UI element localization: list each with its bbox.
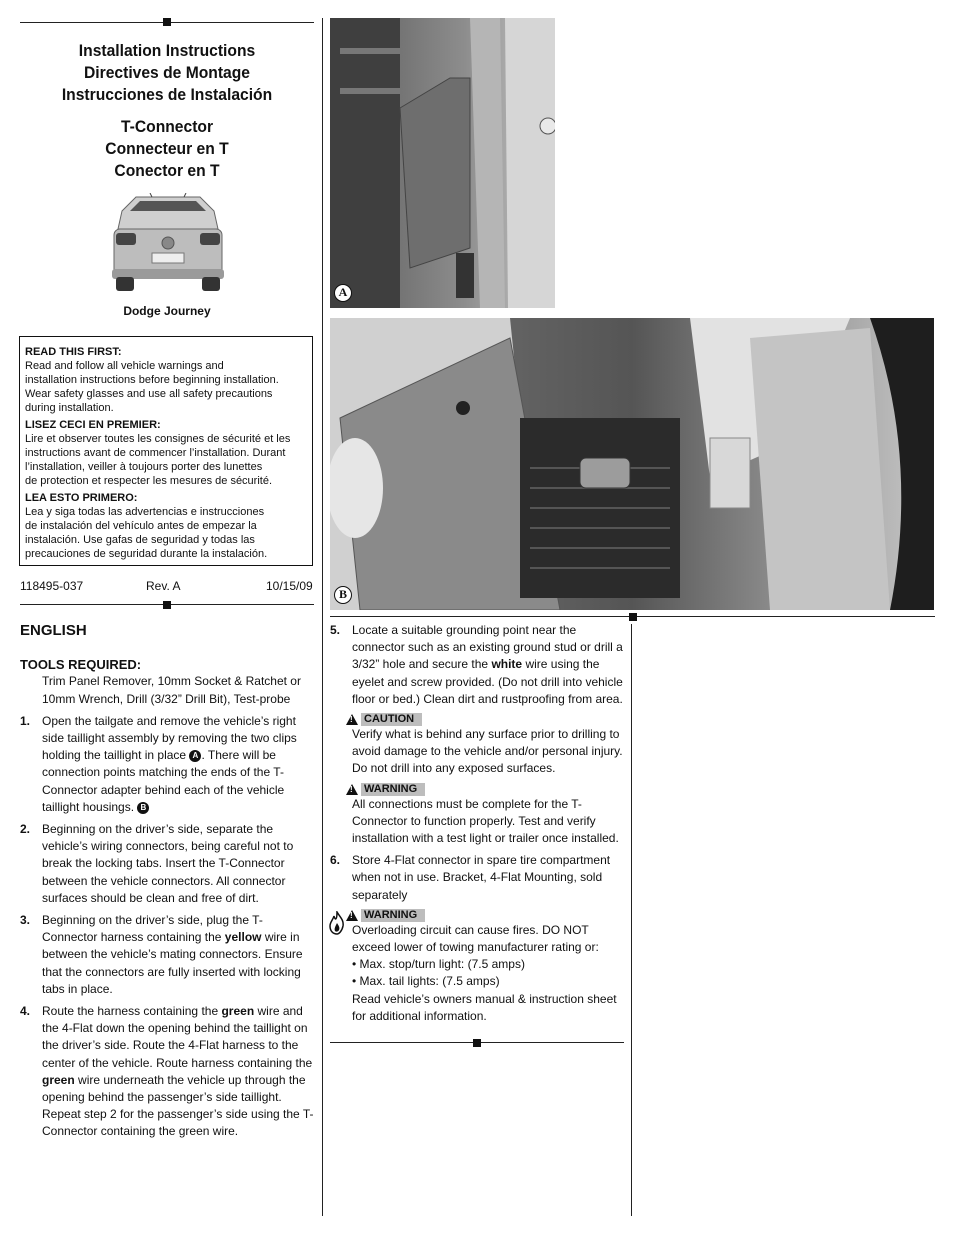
caution-label: CAUTION <box>361 713 422 726</box>
warning-note-1 <box>330 783 624 848</box>
read-first-text-fr: Lire et observer toutes les consignes de sécurité et les instructions avant de commencer l’installation. Durant l’installation, veiller à toujours porter des lunettes de protection et respecter les mesures de sécurité. <box>25 433 291 487</box>
caution-note <box>330 713 624 778</box>
step-6 <box>330 852 624 904</box>
step-3-text-b: wire in between the vehicle’s mating connectors. Ensure that the connectors are fully inserted with locking tabs in place. <box>42 930 303 996</box>
fire-icon <box>328 911 346 935</box>
photo-a <box>330 18 555 308</box>
step-4-text-a: Route the harness containing the <box>42 1004 222 1019</box>
step-1 <box>20 713 314 816</box>
step-4-text-b: wire and the 4-Flat down the opening behind the taillight on the driver’s side. Route the 4-Flat harness to the center of the vehicle. Route harness containing the <box>42 1004 313 1070</box>
warning-triangle-icon <box>346 910 358 921</box>
photo-b-image <box>330 318 934 610</box>
warning-2-body <box>346 922 624 1025</box>
tools-heading: TOOLS REQUIRED: <box>20 657 142 673</box>
step-1-text-a: Open the tailgate and remove the vehicle’s right side taillight assembly by removing the two clips holding the taillight in place <box>42 713 297 763</box>
step-2-text: Beginning on the driver’s side, separate the vehicle’s wiring connectors, being careful not to break the locking tabs. Insert the T-Connector between the vehicle connectors. All connector surfaces should be clean and free of dirt. <box>42 822 294 905</box>
section-marker-right <box>629 613 637 621</box>
caution-header <box>346 713 624 726</box>
figure-a-ref-icon: A <box>189 750 201 762</box>
read-first-text-en: Read and follow all vehicle warnings and installation instructions before beginning installation. Wear safety glasses and use all safety precautions during installation. <box>25 360 279 414</box>
step-2-number: 2. <box>20 822 31 837</box>
step-1-number: 1. <box>20 713 31 728</box>
warning-note-2 <box>330 909 624 1025</box>
column-divider-left <box>322 18 323 1216</box>
read-first-heading-en: READ THIS FIRST: <box>25 346 122 358</box>
step-4-wire-color-1: green <box>221 1004 255 1019</box>
warning-triangle-icon <box>346 714 358 725</box>
title-english: Installation Instructions <box>78 41 256 60</box>
warning-2-bullet-1: • Max. stop/turn light: (7.5 amps) <box>352 957 525 972</box>
warning-2-line-2: Read vehicle’s owners manual & instruction sheet for additional information. <box>352 991 617 1023</box>
revision: Rev. A <box>146 579 181 593</box>
step-3-wire-color: yellow <box>224 930 262 945</box>
part-number: 118495-037 <box>20 579 84 593</box>
step-4-text-c: wire underneath the vehicle up through the opening behind the passenger’s side taillight. Repeat step 2 for the passenger’s side using the T-Connector containing the green wire. <box>42 1072 314 1139</box>
step-1-text-b: . There will be connection points matching the ends of the T-Connector adapter behind each of the vehicle taillight housings. <box>42 748 285 814</box>
warning-1-header <box>346 783 624 796</box>
title-block <box>32 40 302 106</box>
warning-1-label: WARNING <box>361 783 425 796</box>
section-marker-left <box>163 601 171 609</box>
warning-triangle-icon <box>346 784 358 795</box>
read-first-heading-es: LEA ESTO PRIMERO: <box>25 492 138 504</box>
vehicle-caption: Dodge Journey <box>123 304 211 318</box>
read-first-box <box>19 336 313 566</box>
title-spanish: Instrucciones de Instalación <box>61 85 273 104</box>
step-3 <box>20 912 314 998</box>
step-4 <box>20 1003 314 1141</box>
english-heading: ENGLISH <box>20 622 87 639</box>
step-6-number: 6. <box>330 853 341 868</box>
top-marker <box>163 18 171 26</box>
photo-a-image <box>330 18 555 308</box>
title-french: Directives de Montage <box>83 63 251 82</box>
warning-2-bullet-2: • Max. tail lights: (7.5 amps) <box>352 974 500 989</box>
step-5 <box>330 622 624 708</box>
photo-b <box>330 318 934 610</box>
step-4-number: 4. <box>20 1004 31 1019</box>
warning-2-header <box>346 909 624 922</box>
step-5-wire-color: white <box>491 657 523 672</box>
caution-text: Verify what is behind any surface prior to drilling to avoid damage to the vehicle and/or personal injury. Do not drill into any exposed surfaces. <box>352 727 623 776</box>
product-french: Connecteur en T <box>105 139 229 158</box>
step-6-text: Store 4-Flat connector in spare tire compartment when not in use. Bracket, 4-Flat Mounting, sold separately <box>352 853 611 902</box>
read-first-text-es: Lea y siga todas las advertencias e instrucciones de instalación del vehículo antes de empezar la instalación. Use gafas de seguridad y todas las precauciones de seguridad durante la instalación. <box>25 506 268 560</box>
step-3-text-a: Beginning on the driver’s side, plug the T-Connector harness containing the <box>42 913 263 945</box>
vehicle-illustration <box>106 193 230 295</box>
revision-date: 10/15/09 <box>266 579 313 593</box>
step-4-wire-color-2: green <box>42 1072 75 1087</box>
step-5-text-b: wire using the eyelet and screw provided. (Do not drill into vehicle floor or bed.) Clean dirt and rustproofing from area. <box>352 657 623 706</box>
column-divider-right <box>631 624 632 1216</box>
photo-b-label: B <box>334 586 352 604</box>
step-2 <box>20 821 314 907</box>
figure-b-ref-icon: B <box>137 802 149 814</box>
warning-1-text: All connections must be complete for the T-Connector to function properly. Test and verify installation with a test light or trailer once installed. <box>352 796 619 846</box>
warning-2-line-1: Overloading circuit can cause fires. DO NOT exceed lower of towing manufacturer rating or: <box>352 922 599 955</box>
product-block <box>32 116 302 182</box>
product-english: T-Connector <box>120 117 214 136</box>
step-5-number: 5. <box>330 623 341 637</box>
end-marker <box>473 1039 481 1047</box>
read-first-heading-fr: LISEZ CECI EN PREMIER: <box>25 419 161 431</box>
product-spanish: Conector en T <box>114 161 220 180</box>
english-column-left <box>20 622 314 1146</box>
step-3-number: 3. <box>20 913 31 928</box>
photo-a-label: A <box>334 284 352 302</box>
warning-2-label: WARNING <box>361 909 425 922</box>
step-5-text-a: Locate a suitable grounding point near the connector such as an existing ground stud or drill a 3/32” hole and secure the <box>352 623 623 672</box>
english-column-right <box>330 622 624 1025</box>
tools-text: Trim Panel Remover, 10mm Socket & Ratchet or 10mm Wrench, Drill (3/32” Drill Bit), Test-probe <box>42 674 301 706</box>
